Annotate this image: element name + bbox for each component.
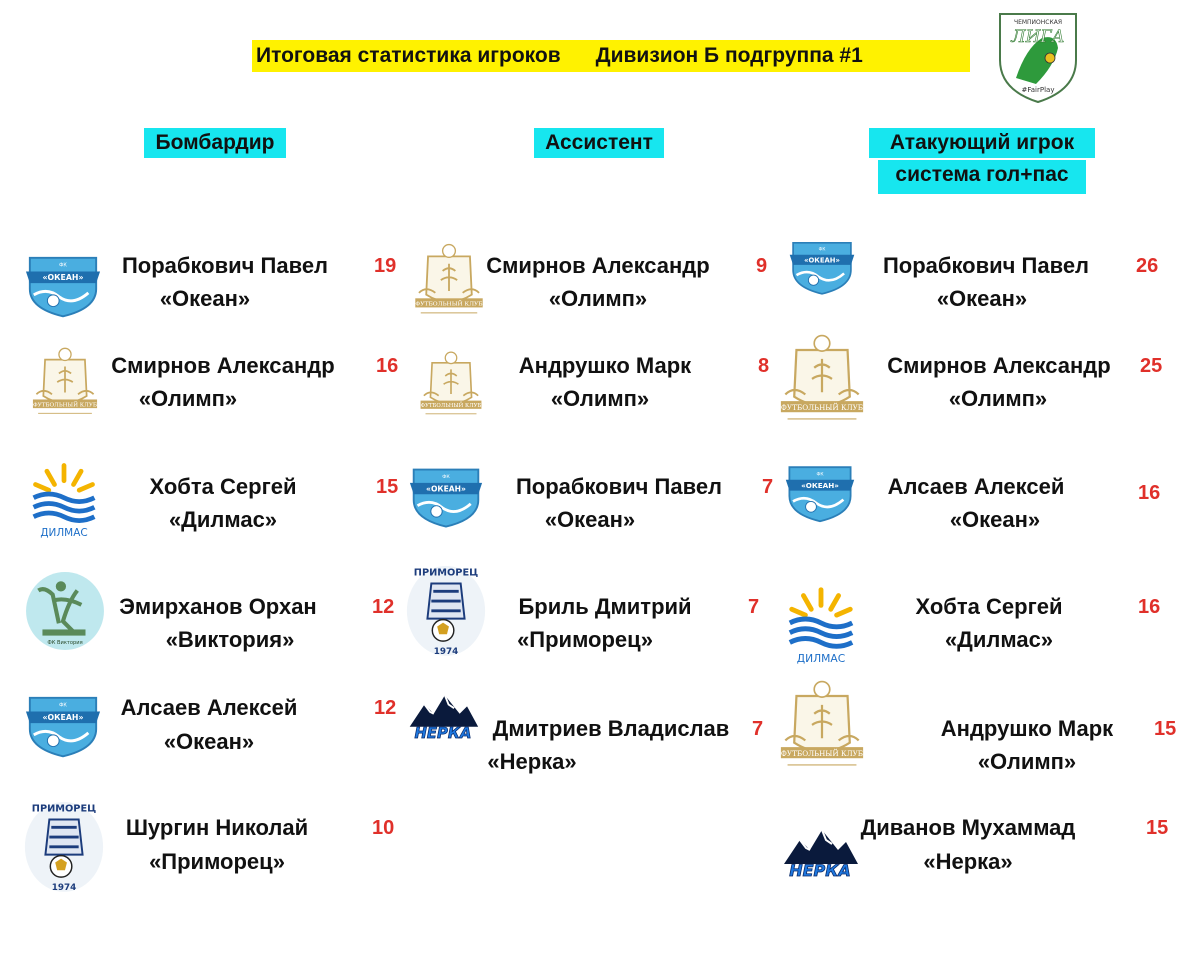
player-name: Порабкович Павел <box>882 253 1090 278</box>
club-logo-okean-icon <box>408 462 484 534</box>
svg-text:ФУТБОЛЬНЫЙ КЛУБ: ФУТБОЛЬНЫЙ КЛУБ <box>32 402 98 409</box>
stat-value: 12 <box>374 697 397 719</box>
player-name: Хобта Сергей <box>149 474 297 499</box>
player-name: Дмитриев Владислав <box>492 716 730 741</box>
svg-text:1974: 1974 <box>51 882 77 893</box>
player-club: «Океан» <box>949 507 1041 532</box>
player-name: Шургин Николай <box>125 815 309 840</box>
stat-value: 8 <box>758 355 770 377</box>
stat-value: 7 <box>748 596 760 618</box>
player-name: Андрушко Марк <box>940 716 1114 741</box>
column-heading-scorer: Бомбардир <box>144 128 286 158</box>
svg-text:ФУТБОЛЬНЫЙ КЛУБ: ФУТБОЛЬНЫЙ КЛУБ <box>415 301 483 308</box>
club-logo-olimp-icon <box>772 676 872 781</box>
svg-text:«ОКЕАН»: «ОКЕАН» <box>426 484 466 494</box>
club-logo-dilmas-icon <box>782 580 860 673</box>
stat-value: 19 <box>374 255 397 277</box>
player-club: «Виктория» <box>165 627 295 652</box>
stat-value: 12 <box>372 596 395 618</box>
stat-value: 16 <box>1138 482 1161 504</box>
column-heading-attacker-line2: система гол+пас <box>878 160 1086 194</box>
player-club: «Олимп» <box>550 386 650 411</box>
stat-value: 7 <box>752 718 764 740</box>
svg-text:ПРИМОРЕЦ: ПРИМОРЕЦ <box>413 567 479 579</box>
player-club: «Олимп» <box>138 386 238 411</box>
stat-value: 15 <box>1146 817 1169 839</box>
player-club: «Океан» <box>159 286 251 311</box>
club-logo-okean-icon <box>24 690 102 763</box>
stat-value: 16 <box>376 355 399 377</box>
svg-text:«ОКЕАН»: «ОКЕАН» <box>801 480 839 490</box>
player-name: Смирнов Александр <box>111 353 335 378</box>
league-shield-icon <box>996 8 1080 104</box>
club-logo-olimp-icon <box>772 330 872 435</box>
svg-text:НЕРКА: НЕРКА <box>789 861 851 880</box>
svg-text:ФК: ФК <box>816 472 824 478</box>
player-club: «Дилмас» <box>944 627 1054 652</box>
svg-text:ФУТБОЛЬНЫЙ КЛУБ: ФУТБОЛЬНЫЙ КЛУБ <box>780 403 864 412</box>
svg-text:ФУТБОЛЬНЫЙ КЛУБ: ФУТБОЛЬНЫЙ КЛУБ <box>780 749 864 758</box>
player-club: «Олимп» <box>948 386 1048 411</box>
svg-text:НЕРКА: НЕРКА <box>414 724 472 742</box>
player-name: Смирнов Александр <box>887 353 1111 378</box>
svg-text:ФК: ФК <box>818 247 826 253</box>
club-logo-olimp-icon <box>26 344 104 427</box>
league-logo-tagline: #FairPlay <box>1021 86 1055 94</box>
player-club: «Океан» <box>936 286 1028 311</box>
stat-value: 26 <box>1136 255 1159 277</box>
player-club: «Нерка» <box>923 849 1013 874</box>
player-name: Хобта Сергей <box>915 594 1063 619</box>
club-logo-primorets-icon <box>20 796 108 899</box>
club-logo-olimp-icon <box>414 348 488 427</box>
page-title: Итоговая статистика игроков Дивизион Б подгруппа #1 <box>252 40 970 72</box>
player-club: «Приморец» <box>149 849 285 874</box>
club-logo-okean-icon <box>784 460 856 528</box>
column-heading-attacker-line1: Атакующий игрок <box>869 128 1095 158</box>
stat-value: 9 <box>756 255 768 277</box>
player-name: Смирнов Александр <box>486 253 710 278</box>
svg-text:«ОКЕАН»: «ОКЕАН» <box>42 713 84 723</box>
player-name: Эмирханов Орхан <box>119 594 317 619</box>
player-name: Андрушко Марк <box>518 353 692 378</box>
player-name: Диванов Мухаммад <box>860 815 1076 840</box>
club-logo-primorets-icon <box>402 560 490 663</box>
svg-text:ДИЛМАС: ДИЛМАС <box>40 526 88 539</box>
player-club: «Нерка» <box>487 749 577 774</box>
player-club: «Океан» <box>544 507 636 532</box>
player-name: Алсаев Алексей <box>887 474 1065 499</box>
club-logo-dilmas-icon <box>26 456 102 547</box>
club-logo-okean-icon <box>788 236 856 301</box>
svg-text:ФК: ФК <box>59 702 67 709</box>
svg-text:«ОКЕАН»: «ОКЕАН» <box>42 273 84 283</box>
league-logo-top-text: ЧЕМПИОНСКАЯ <box>1013 19 1063 26</box>
player-club: «Олимп» <box>977 749 1077 774</box>
player-club: «Океан» <box>163 729 255 754</box>
player-name: Бриль Дмитрий <box>518 594 692 619</box>
stat-value: 7 <box>762 476 774 498</box>
player-club: «Приморец» <box>517 627 653 652</box>
club-logo-okean-icon <box>24 250 102 323</box>
player-name: Порабкович Павел <box>515 474 723 499</box>
stat-value: 16 <box>1138 596 1161 618</box>
svg-text:ФК Виктория: ФК Виктория <box>47 639 83 646</box>
svg-text:1974: 1974 <box>433 646 459 657</box>
column-heading-assistant: Ассистент <box>534 128 664 158</box>
player-club: «Олимп» <box>548 286 648 311</box>
svg-text:ФУТБОЛЬНЫЙ КЛУБ: ФУТБОЛЬНЫЙ КЛУБ <box>420 403 482 410</box>
svg-text:ФК: ФК <box>59 262 67 269</box>
svg-text:ФК: ФК <box>442 475 450 481</box>
stat-value: 25 <box>1140 355 1163 377</box>
svg-text:ДИЛМАС: ДИЛМАС <box>796 651 846 665</box>
club-logo-nerka-icon <box>406 686 480 747</box>
stat-value: 10 <box>372 817 395 839</box>
club-logo-viktoria-icon <box>24 570 106 657</box>
stat-value: 15 <box>1154 718 1177 740</box>
svg-text:«ОКЕАН»: «ОКЕАН» <box>804 256 840 265</box>
stat-value: 15 <box>376 476 399 498</box>
league-logo-main-text: ЛИГА <box>1011 27 1065 47</box>
player-name: Порабкович Павел <box>121 253 329 278</box>
player-name: Алсаев Алексей <box>120 695 298 720</box>
player-club: «Дилмас» <box>168 507 278 532</box>
svg-text:ПРИМОРЕЦ: ПРИМОРЕЦ <box>31 803 97 815</box>
